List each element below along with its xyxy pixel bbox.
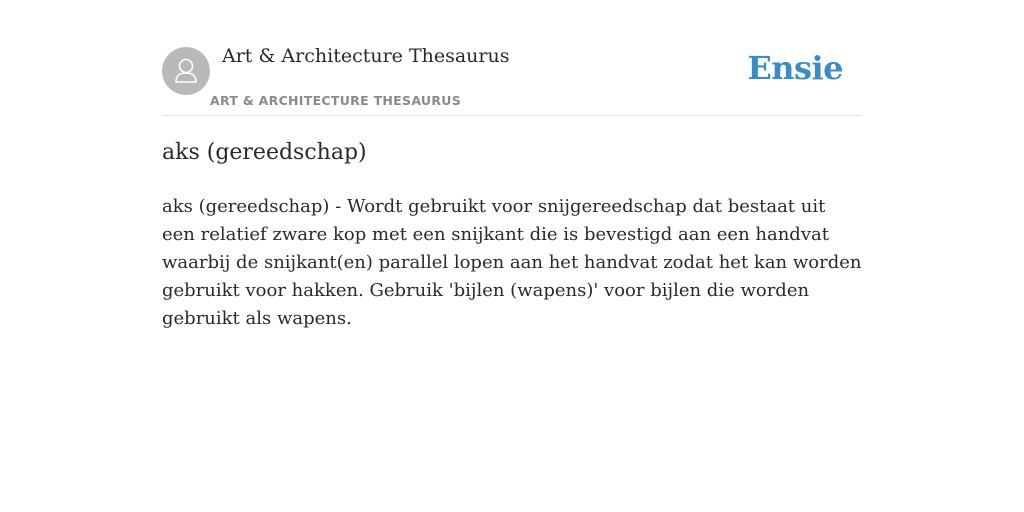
user-icon — [162, 47, 210, 95]
source-title[interactable]: Art & Architecture Thesaurus — [222, 45, 510, 67]
source-subtitle[interactable]: ART & ARCHITECTURE THESAURUS — [210, 93, 462, 108]
entry-title: aks (gereedschap) — [162, 140, 367, 165]
entry-definition: aks (gereedschap) - Wordt gebruikt voor snijgereedschap dat bestaat uit een relatief zware kop met een snijkant die is bevestigd aan een handvat waarbij de snijkant(en) parallel lopen aan het handvat zodat het kan worden gebruikt voor hakken. Gebruik 'bijlen (wapens)' voor bijlen die worden gebruikt als wapens. — [162, 196, 862, 329]
source-header — [162, 0, 862, 116]
brand-logo[interactable]: Ensie — [747, 49, 843, 87]
source-avatar[interactable] — [162, 47, 210, 95]
